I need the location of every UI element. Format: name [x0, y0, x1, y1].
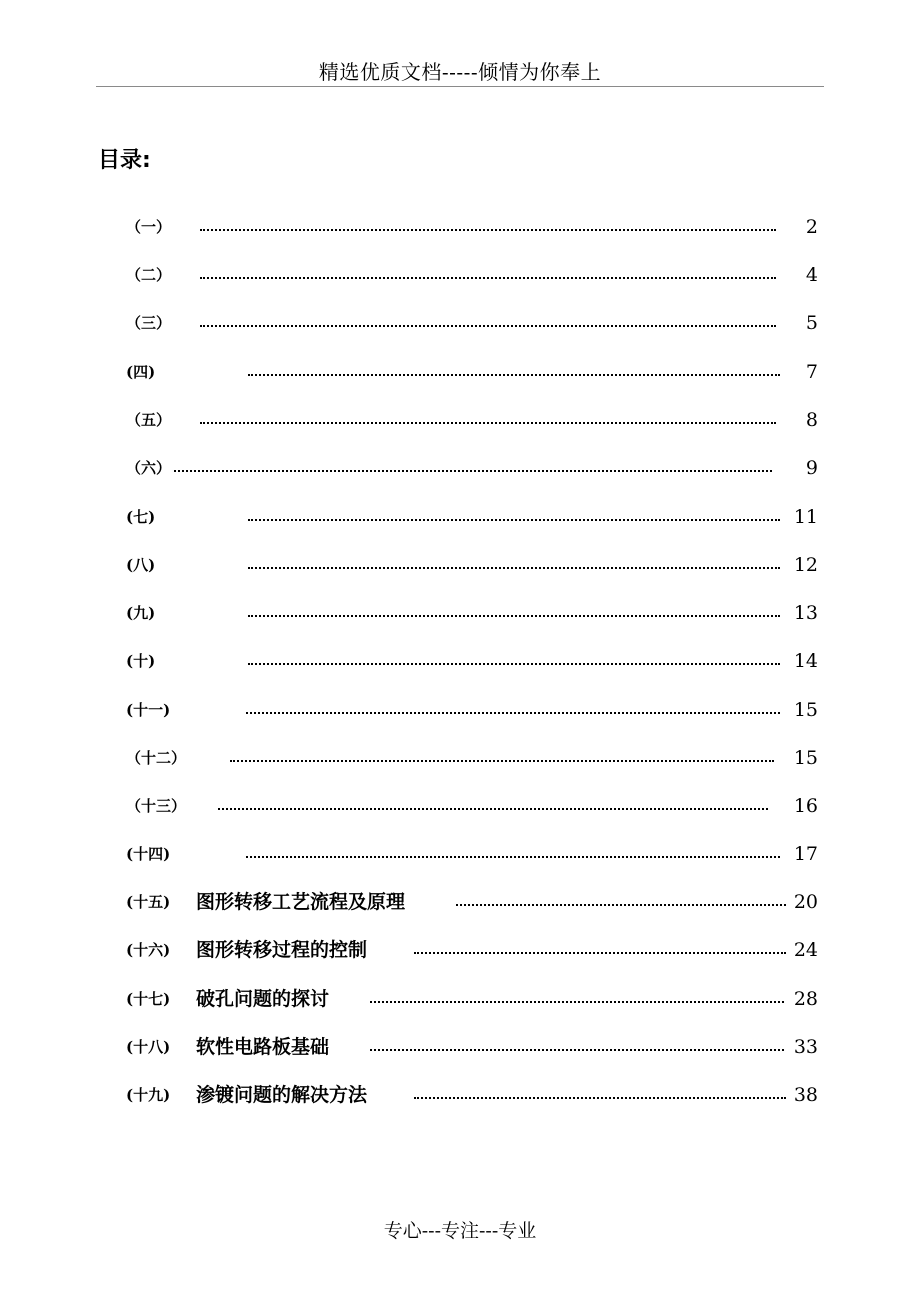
- toc-entry[interactable]: [0, 598, 920, 628]
- toc-page-number: 24: [793, 939, 818, 961]
- toc-page-number: 17: [793, 843, 818, 865]
- page-footer: 专心---专注---专业: [383, 1220, 537, 1242]
- toc-entry-label: 图形转移过程的控制: [196, 939, 368, 961]
- toc-entry[interactable]: [0, 308, 920, 338]
- toc-leader-dots: [248, 519, 780, 521]
- toc-page-number: 16: [793, 795, 818, 817]
- toc-leader-dots: [414, 952, 786, 954]
- toc-page-number: 9: [805, 457, 818, 479]
- toc-entry-label: 渗镀问题的解决方法: [196, 1084, 368, 1106]
- toc-leader-dots: [218, 808, 768, 810]
- toc-entry[interactable]: [0, 791, 920, 821]
- toc-entry[interactable]: [0, 743, 920, 773]
- toc-entry[interactable]: [0, 984, 920, 1014]
- toc-entry-number: （十三）: [126, 797, 187, 815]
- toc-page-number: 2: [805, 216, 818, 238]
- toc-leader-dots: [370, 1001, 784, 1003]
- toc-page-number: 11: [793, 506, 818, 528]
- toc-entry-number: （二）: [126, 266, 172, 284]
- toc-page-number: 15: [793, 747, 818, 769]
- toc-entry-number: (四): [126, 363, 156, 381]
- toc-leader-dots: [174, 470, 772, 472]
- toc-leader-dots: [248, 663, 780, 665]
- toc-entry-label: 破孔问题的探讨: [196, 988, 330, 1010]
- toc-entry[interactable]: [0, 260, 920, 290]
- toc-entry[interactable]: [0, 887, 920, 917]
- toc-entry-number: (十): [126, 652, 156, 670]
- toc-entry-number: (十五): [126, 893, 171, 911]
- toc-entry-number: （一）: [126, 218, 172, 236]
- toc-entry[interactable]: [0, 405, 920, 435]
- toc-leader-dots: [370, 1049, 784, 1051]
- toc-leader-dots: [246, 712, 780, 714]
- toc-leader-dots: [248, 374, 780, 376]
- toc-leader-dots: [200, 422, 776, 424]
- toc-page-number: 8: [805, 409, 818, 431]
- toc-entry[interactable]: [0, 212, 920, 242]
- page-header: 精选优质文档-----倾情为你奉上: [318, 60, 602, 84]
- toc-page-number: 38: [793, 1084, 818, 1106]
- toc-page-number: 33: [793, 1036, 818, 1058]
- toc-leader-dots: [200, 325, 776, 327]
- toc-leader-dots: [248, 567, 780, 569]
- toc-entry-number: (十六): [126, 941, 171, 959]
- toc-entry-number: （六）: [126, 459, 172, 477]
- toc-entry[interactable]: [0, 1032, 920, 1062]
- toc-leader-dots: [230, 760, 774, 762]
- toc-entry-label: 软性电路板基础: [196, 1036, 330, 1058]
- toc-leader-dots: [414, 1097, 786, 1099]
- toc-entry-label: 图形转移工艺流程及原理: [196, 891, 406, 913]
- toc-entry-number: (十一): [126, 701, 171, 719]
- toc-page-number: 14: [793, 650, 818, 672]
- header-divider: [96, 86, 824, 87]
- toc-entry[interactable]: [0, 695, 920, 725]
- toc-page-number: 13: [793, 602, 818, 624]
- toc-page-number: 20: [793, 891, 818, 913]
- toc-leader-dots: [456, 904, 786, 906]
- toc-title: 目录:: [98, 148, 151, 173]
- toc-entry-number: （三）: [126, 314, 172, 332]
- toc-entry-number: (十四): [126, 845, 171, 863]
- toc-leader-dots: [200, 277, 776, 279]
- toc-page-number: 15: [793, 699, 818, 721]
- toc-entry-number: (十七): [126, 990, 171, 1008]
- toc-entry[interactable]: [0, 357, 920, 387]
- toc-page-number: 28: [793, 988, 818, 1010]
- toc-page-number: 4: [805, 264, 818, 286]
- toc-leader-dots: [248, 615, 780, 617]
- toc-entry[interactable]: [0, 935, 920, 965]
- toc-entry[interactable]: [0, 550, 920, 580]
- toc-entry[interactable]: [0, 839, 920, 869]
- toc-entry-number: (十九): [126, 1086, 171, 1104]
- toc-page-number: 5: [805, 312, 818, 334]
- toc-page-number: 7: [805, 361, 818, 383]
- toc-leader-dots: [200, 229, 776, 231]
- toc-entry[interactable]: [0, 502, 920, 532]
- toc-entry-number: (七): [126, 508, 156, 526]
- toc-entry-number: (八): [126, 556, 156, 574]
- toc-entry[interactable]: [0, 1080, 920, 1110]
- toc-page-number: 12: [793, 554, 818, 576]
- toc-leader-dots: [246, 856, 780, 858]
- toc-entry[interactable]: [0, 646, 920, 676]
- toc-entry-number: （五）: [126, 411, 172, 429]
- toc-entry-number: (九): [126, 604, 156, 622]
- toc-entry-number: (十八): [126, 1038, 171, 1056]
- toc-entry-number: （十二）: [126, 749, 187, 767]
- toc-entry[interactable]: [0, 453, 920, 483]
